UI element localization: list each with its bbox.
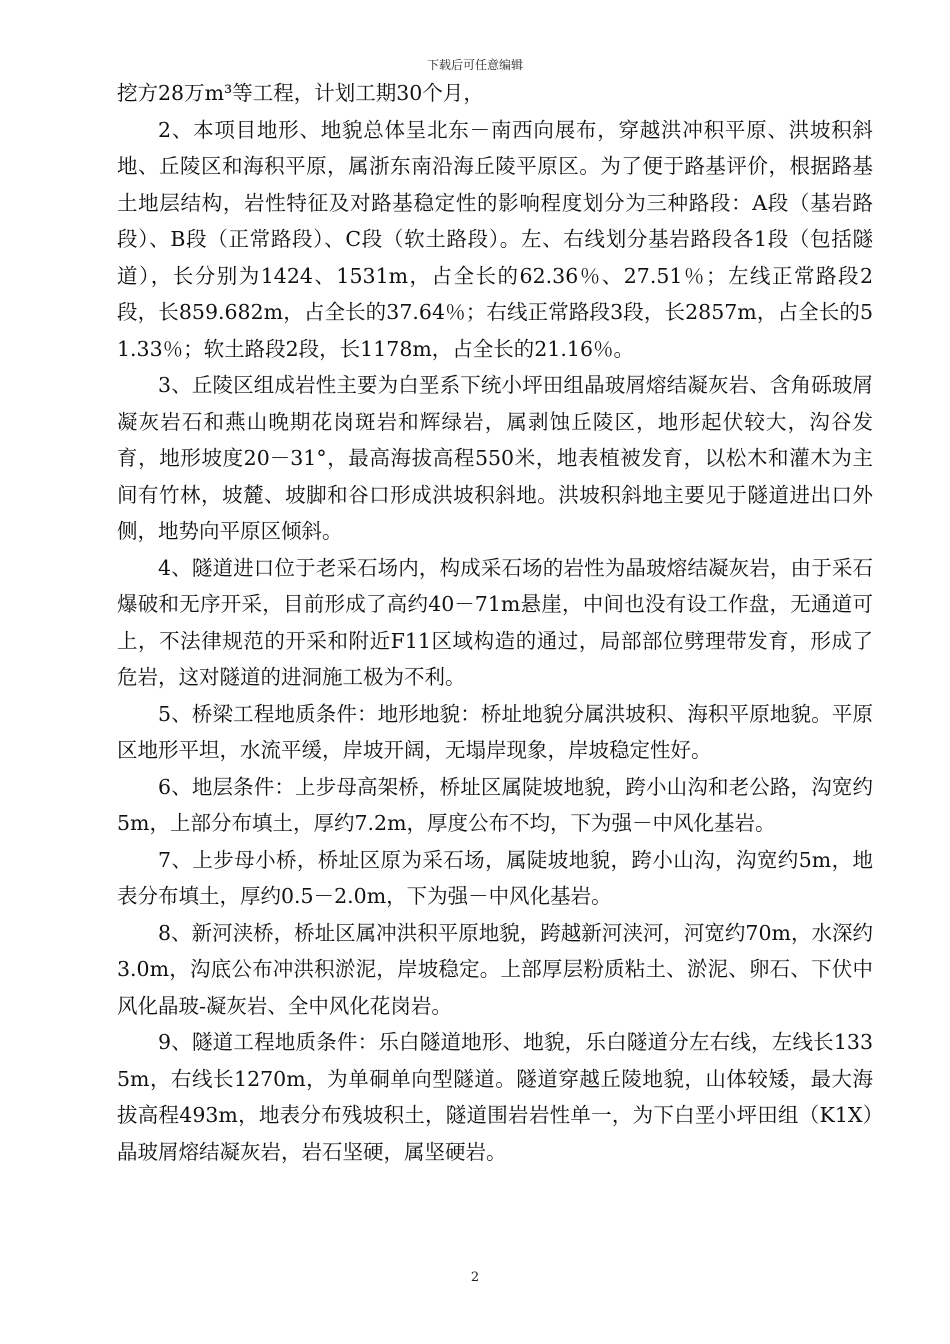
paragraph-terrain-overview: 2、本项目地形、地貌总体呈北东－南西向展布，穿越洪冲积平原、洪坡积斜地、丘陵区和海积平原，属浙东南沿海丘陵平原区。为了便于路基评价，根据路基土地层结构，岩性特征及对路基稳定性的影响程度划分为三种路段：A段（基岩路段）、B段（正常路段）、C段（软土路段）。左、右线划分基岩路段各1段（包括隧道），长分别为1424、1531m，占全长的62.36％、27.51％；左线正常路段2段，长859.682m，占全长的37.64％；右线正常路段3段，长2857m，占全长的51.33％；软土路段2段，长1178m，占全长的21.16％。 xyxy=(117,117,873,361)
header-note: 下载后可任意编辑 xyxy=(426,58,523,72)
paragraph-tunnel-geology: 9、隧道工程地质条件：乐白隧道地形、地貌，乐白隧道分左右线，左线长1335m，右线长1270m，为单硐单向型隧道。隧道穿越丘陵地貌，山体较矮，最大海拔高程493m，地表分布残坡积土，隧道围岩岩性单一，为下白垩小坪田组（K1X）晶玻屑熔结凝灰岩，岩石坚硬，属坚硬岩。 xyxy=(117,1030,873,1164)
page-number: 2 xyxy=(470,1270,480,1285)
paragraph-strata-viaduct: 6、地层条件：上步母高架桥，桥址区属陡坡地貌，跨小山沟和老公路，沟宽约5m，上部分布填土，厚约7.2m，厚度公布不均，下为强－中风化基岩。 xyxy=(117,774,873,835)
paragraph-tunnel-entrance: 4、隧道进口位于老采石场内，构成采石场的岩性为晶玻熔结凝灰岩，由于采石爆破和无序开采，目前形成了高约40－71m悬崖，中间也没有设工作盘，无通道可上，不法律规范的开采和附近F11区域构造的通过，局部部位劈理带发育，形成了危岩，这对隧道的进洞施工极为不利。 xyxy=(117,555,873,689)
document-body xyxy=(117,75,873,1170)
paragraph-hill-lithology: 3、丘陵区组成岩性主要为白垩系下统小坪田组晶玻屑熔结凝灰岩、含角砾玻屑凝灰岩石和燕山晚期花岗斑岩和辉绿岩，属剥蚀丘陵区，地形起伏较大，沟谷发育，地形坡度20－31°，最高海拔高程550米，地表植被发育，以松木和灌木为主间有竹林，坡麓、坡脚和谷口形成洪坡积斜地。洪坡积斜地主要见于隧道进出口外侧，地势向平原区倾斜。 xyxy=(117,373,873,543)
paragraph-xinhejia-bridge: 8、新河浃桥，桥址区属冲洪积平原地貌，跨越新河浃河，河宽约70m，水深约3.0m，沟底公布冲洪积淤泥，岸坡稳定。上部厚层粉质粘土、淤泥、卵石、下伏中风化晶玻-凝灰岩、全中风化花岗岩。 xyxy=(117,920,873,1018)
paragraph-continuation: 挖方28万m³等工程，计划工期30个月， xyxy=(117,81,484,105)
paragraph-bridge-geology: 5、桥梁工程地质条件：地形地貌：桥址地貌分属洪坡积、海积平原地貌。平原区地形平坦，水流平缓，岸坡开阔，无塌岸现象，岸坡稳定性好。 xyxy=(117,701,873,762)
paragraph-small-bridge: 7、上步母小桥，桥址区原为采石场，属陡坡地貌，跨小山沟，沟宽约5m，地表分布填土，厚约0.5－2.0m，下为强－中风化基岩。 xyxy=(117,847,873,908)
